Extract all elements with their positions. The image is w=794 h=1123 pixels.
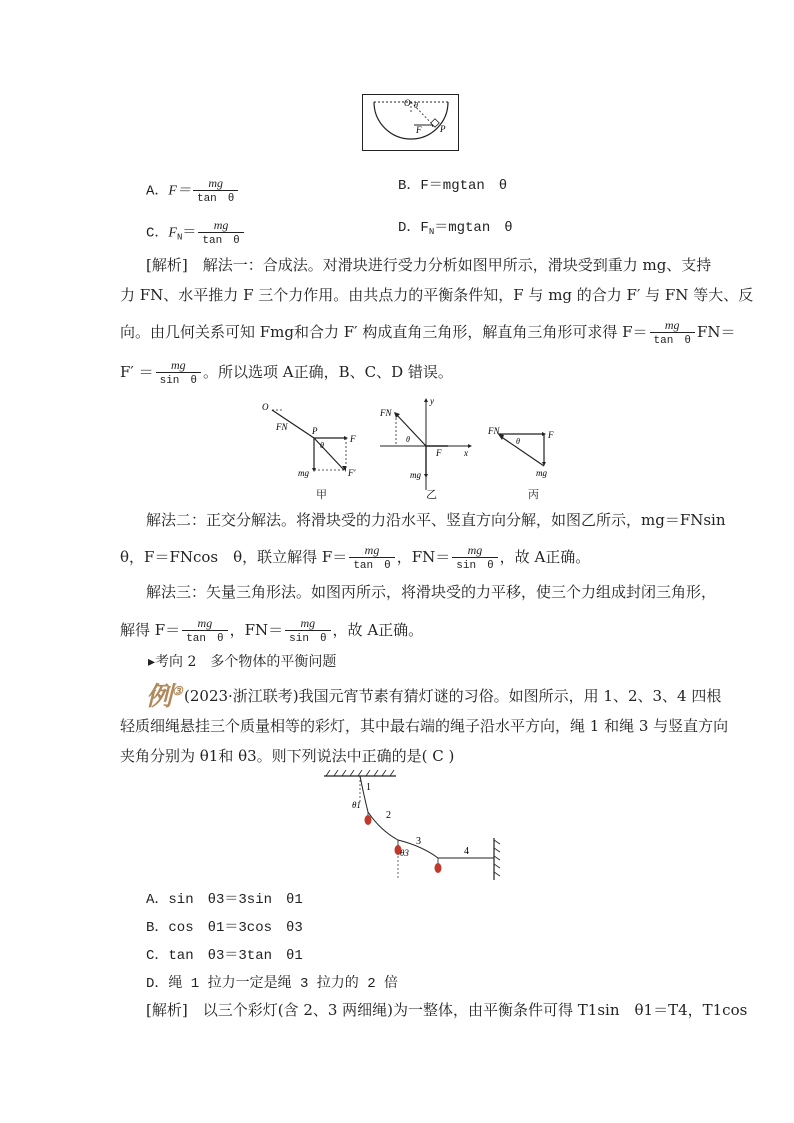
analysis2-line2: θ，F＝FNcos θ，联立解得 F＝ $\frac{mg}{\text{tan θ}}$ ，FN＝ $\frac{mg}{\text{sin θ}}$ ，故 A正确。 xyxy=(120,543,591,572)
analysis1-line4: F′ ＝ $\frac{mg}{\text{sin θ}}$ 。所以选项 A正确，B、C、D 错误。 xyxy=(120,358,453,387)
bowl-figure xyxy=(362,94,460,152)
q2-option-a: A．sin θ3＝3sin θ1 xyxy=(146,892,303,908)
option-c: C．$F_N=$ $\frac{mg}{\text{tan θ}}$ xyxy=(146,218,246,248)
q2-option-b: B．cos θ1＝3cos θ3 xyxy=(146,920,303,936)
example-line2: 轻质细绳悬挂三个质量相等的彩灯，其中最右端的绳子沿水平方向，绳 1 和绳 3 与竖直方向 xyxy=(120,717,729,735)
label-FN: FN xyxy=(380,408,392,418)
force-diagram-yi xyxy=(374,394,478,498)
label-theta1: θ1 xyxy=(352,800,361,810)
analysis2-line1: 解法二：正交分解法。将滑块受的力沿水平、竖直方向分解，如图乙所示，mg＝FNsin xyxy=(146,511,726,529)
label-rope4: 4 xyxy=(464,846,469,857)
label-mg: mg xyxy=(298,468,309,478)
analysis1-line3: 向。由几何关系可知 Fmg和合力 F′ 构成直角三角形，解直角三角形可求得 F＝ $\frac{mg}{\text{tan θ}}$ FN＝ xyxy=(120,318,736,347)
label-y: y xyxy=(430,396,434,406)
label-P: P xyxy=(440,124,446,134)
option-d: D．$F_N=mgtan$ θ xyxy=(398,220,513,237)
label-theta: θ xyxy=(516,437,520,446)
caption-yi: 乙 xyxy=(426,489,437,501)
label-O: O xyxy=(404,98,411,108)
q2-option-c: C．tan θ3＝3tan θ1 xyxy=(146,948,303,964)
label-F: F xyxy=(416,125,422,135)
caption-bing: 丙 xyxy=(528,489,539,501)
example-badge: 例③ xyxy=(146,682,183,712)
section-title: ▸考向 2 多个物体的平衡问题 xyxy=(148,654,337,670)
label-rope1: 1 xyxy=(366,782,371,793)
label-F: F xyxy=(548,430,554,440)
label-theta: θ xyxy=(406,435,410,444)
label-rope3: 3 xyxy=(416,836,421,847)
analysis3-line1: 解法三：矢量三角形法。如图丙所示，将滑块受的力平移，使三个力组成封闭三角形， xyxy=(146,583,717,601)
label-theta: θ xyxy=(320,441,324,450)
q2-option-d: D．绳 1 拉力一定是绳 3 拉力的 2 倍 xyxy=(146,976,399,992)
label-FN: FN xyxy=(276,422,288,432)
analysis1-line1: [解析] 解法一：合成法。对滑块进行受力分析如图甲所示，滑块受到重力 mg、支持 xyxy=(146,256,712,274)
lantern-3 xyxy=(435,863,442,873)
label-x: x xyxy=(464,448,468,458)
example-line1: (2023·浙江联考)我国元宵节素有猜灯谜的习俗。如图所示，用 1、2、3、4 四根 xyxy=(184,687,722,705)
label-mg: mg xyxy=(410,470,421,480)
lantern-figure xyxy=(318,768,508,884)
label-rope2: 2 xyxy=(386,810,391,821)
option-a: A．F＝ $\frac{mg}{\text{tan θ}}$ xyxy=(146,176,240,206)
force-diagram-jia xyxy=(258,394,368,498)
option-b: B．F＝mgtan θ xyxy=(398,178,508,194)
example-line3: 夹角分别为 θ1和 θ3。则下列说法中正确的是( C ) xyxy=(120,747,455,765)
label-theta3: θ3 xyxy=(400,848,409,858)
caption-jia: 甲 xyxy=(316,489,327,501)
label-mg: mg xyxy=(536,468,547,478)
label-O: O xyxy=(262,402,269,412)
label-theta: θ xyxy=(414,101,418,110)
analysis4-line1: [解析] 以三个彩灯(含 2、3 两细绳)为一整体，由平衡条件可得 T1sin θ1＝T4，T1cos xyxy=(146,1001,748,1019)
label-F: F xyxy=(350,434,356,444)
force-diagram-bing xyxy=(486,420,566,484)
analysis1-line2: 力 FN、水平推力 F 三个力作用。由共点力的平衡条件知，F 与 mg 的合力 F′ 与 FN 等大、反 xyxy=(120,286,754,304)
label-F: F xyxy=(436,448,442,458)
label-FN: FN xyxy=(488,426,500,436)
label-Fprime: F′ xyxy=(348,468,356,478)
lantern-1 xyxy=(365,815,372,825)
analysis3-line2: 解得 F＝ $\frac{mg}{\text{tan θ}}$ ，FN＝ $\frac{mg}{\text{sin θ}}$ ，故 A正确。 xyxy=(120,616,424,645)
label-P: P xyxy=(312,426,318,436)
